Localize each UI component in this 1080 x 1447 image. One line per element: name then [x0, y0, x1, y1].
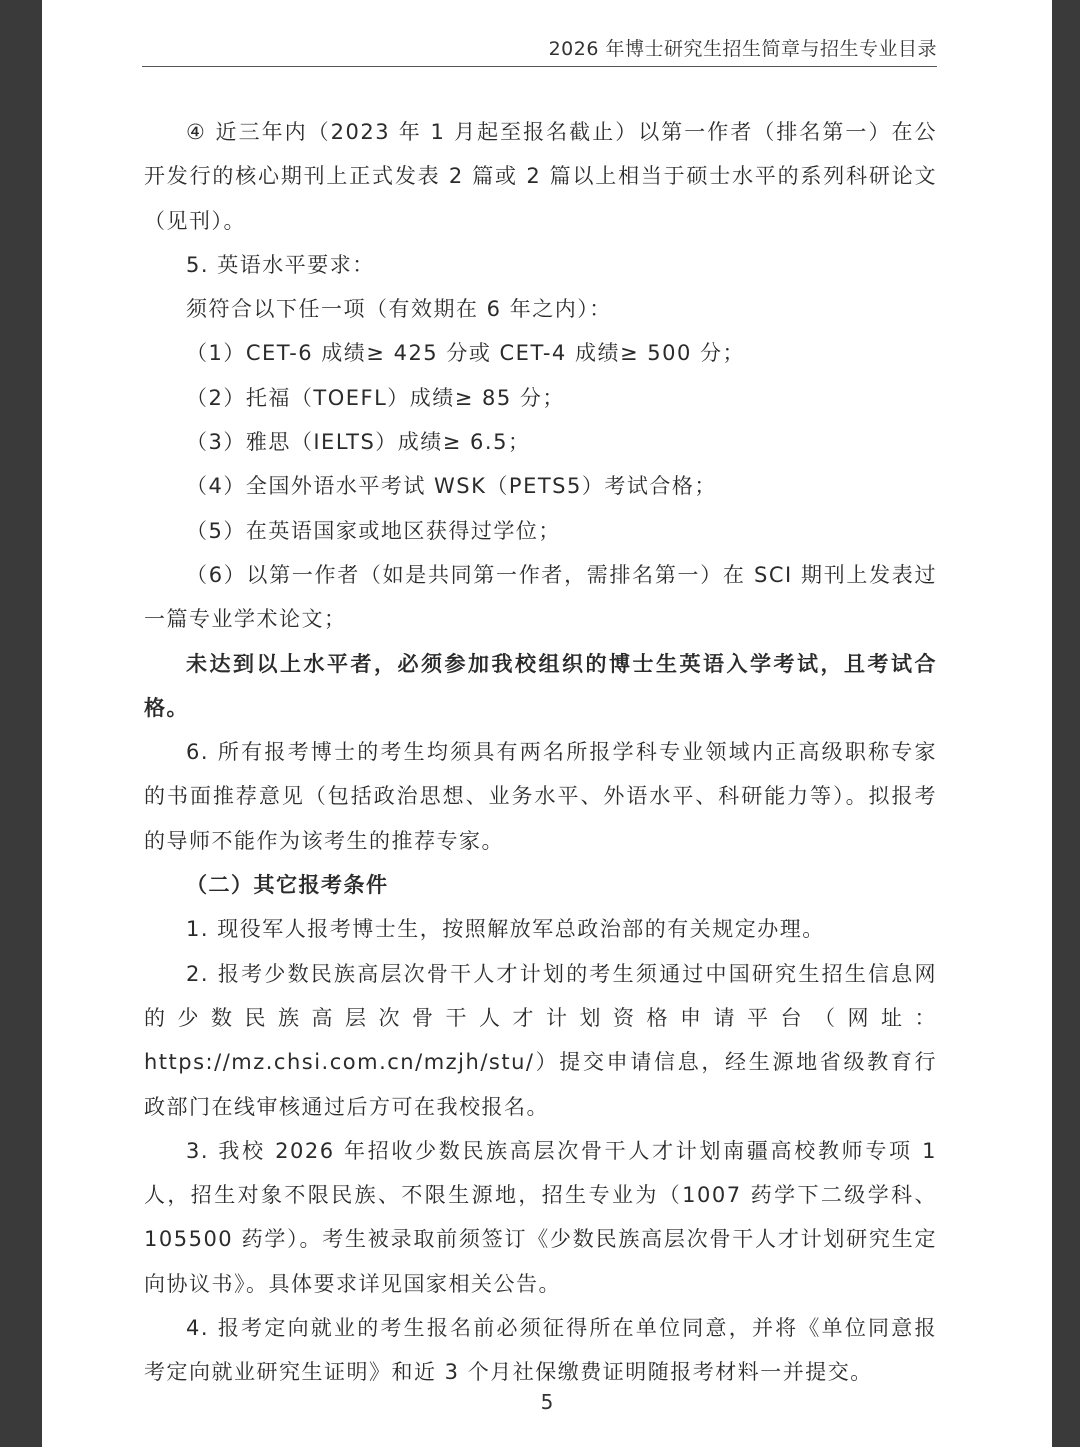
right-frame-border [1052, 0, 1080, 1447]
list-item-toefl: （2）托福（TOEFL）成绩≥ 85 分； [186, 385, 565, 410]
paragraph-minority-plan: 2. 报考少数民族高层次骨干人才计划的考生须通过中国研究生招生信息网的少数民族高层次骨干人才计划资格申请平台（网址：https://mz.chsi.com.cn/mzjh/stu/）提交申请信息，经生源地省级教育行政部门在线审核通过后方可在我校报名。 [144, 961, 937, 1119]
paragraph-english-intro: 须符合以下任一项（有效期在 6 年之内）： [186, 297, 612, 322]
paragraph-south-xinjiang: 3. 我校 2026 年招收少数民族高层次骨干人才计划南疆高校教师专项 1 人，招生对象不限民族、不限生源地，招生专业为（1007 药学下二级学科、105500 药学）。考生被录取前须签订《少数民族高层次骨干人才计划研究生定向协议书》。具体要求详见国家相关公告。 [144, 1138, 937, 1296]
list-item-wsk: （4）全国外语水平考试 WSK（PETS5）考试合格； [186, 474, 717, 499]
paragraph-military: 1. 现役军人报考博士生，按照解放军总政治部的有关规定办理。 [186, 917, 825, 942]
paragraph-english-heading: 5. 英语水平要求： [186, 252, 375, 277]
document-page [42, 0, 1052, 1447]
header-title: 2026 年博士研究生招生简章与招生专业目录 [548, 38, 937, 60]
body-text [144, 110, 937, 1395]
paragraph-publication-requirement: ④ 近三年内（2023 年 1 月起至报名截止）以第一作者（排名第一）在公开发行的核心期刊上正式发表 2 篇或 2 篇以上相当于硕士水平的系列科研论文（见刊）。 [144, 120, 937, 233]
list-item-ielts: （3）雅思（IELTS）成绩≥ 6.5； [186, 430, 531, 455]
left-frame-border [0, 0, 42, 1447]
section-heading-other-conditions: （二）其它报考条件 [186, 873, 389, 898]
page-header [142, 34, 937, 67]
list-item-cet: （1）CET-6 成绩≥ 425 分或 CET-4 成绩≥ 500 分； [186, 341, 745, 366]
paragraph-english-exam-note: 未达到以上水平者，必须参加我校组织的博士生英语入学考试，且考试合格。 [144, 651, 937, 720]
list-item-sci: （6）以第一作者（如是共同第一作者，需排名第一）在 SCI 期刊上发表过一篇专业学术论文； [144, 562, 937, 632]
paragraph-directed-employment: 4. 报考定向就业的考生报名前必须征得所在单位同意，并将《单位同意报考定向就业研究生证明》和近 3 个月社保缴费证明随报考材料一并提交。 [144, 1316, 937, 1385]
page-number: 5 [540, 1390, 554, 1414]
list-item-degree: （5）在英语国家或地区获得过学位； [186, 518, 561, 543]
paragraph-recommendation: 6. 所有报考博士的考生均须具有两名所报学科专业领域内正高级职称专家的书面推荐意见（包括政治思想、业务水平、外语水平、科研能力等）。拟报考的导师不能作为该考生的推荐专家。 [144, 740, 937, 853]
